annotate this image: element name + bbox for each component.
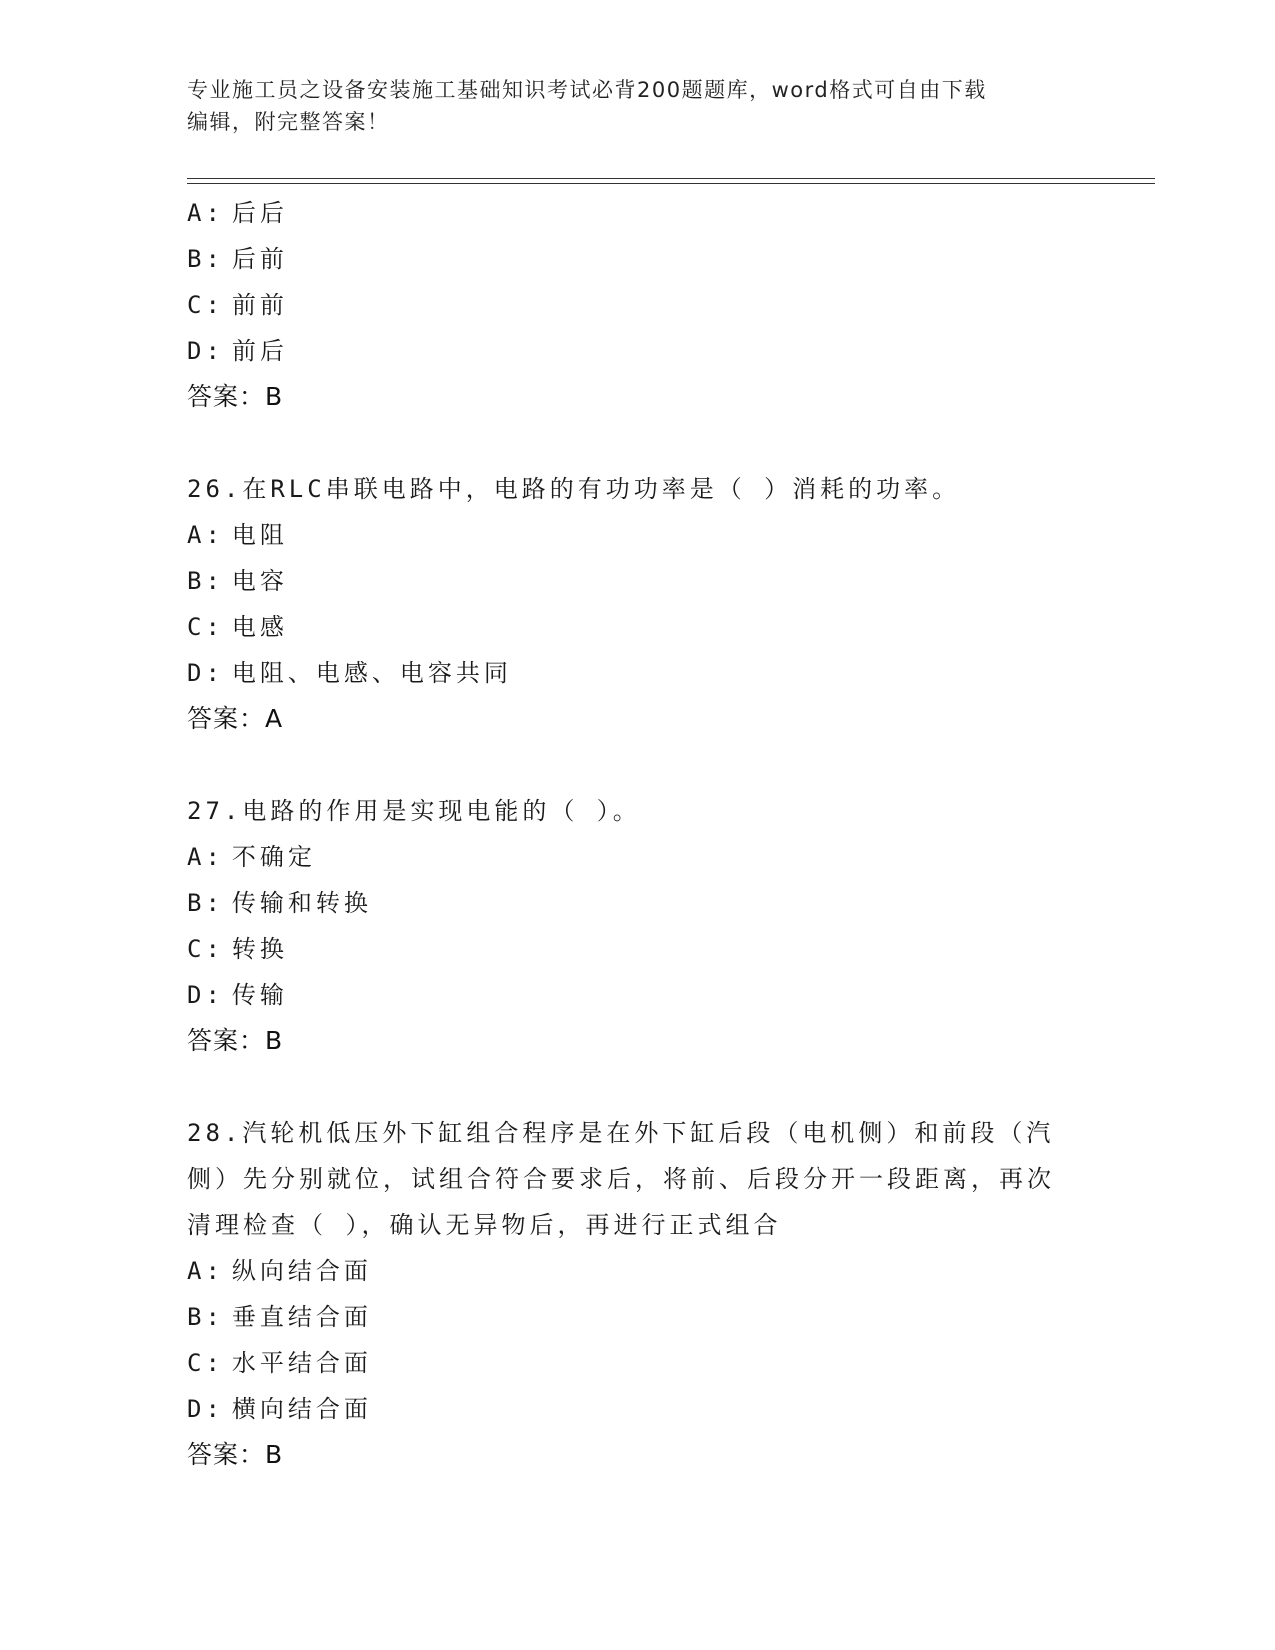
question-28 xyxy=(187,1110,1087,1478)
question-26 xyxy=(187,466,1087,742)
document-header xyxy=(187,74,1087,138)
question-25 xyxy=(187,190,1087,420)
option-a: A: 不确定 xyxy=(187,843,316,871)
answer-line: 答案：B xyxy=(187,1440,284,1469)
question-27 xyxy=(187,788,1087,1064)
option-c: C: 电感 xyxy=(187,613,288,641)
question-stem: 27.电路的作用是实现电能的（ ）。 xyxy=(187,797,641,825)
option-a: A: 电阻 xyxy=(187,521,288,549)
spacer xyxy=(187,420,1087,466)
header-divider-top xyxy=(187,178,1155,179)
option-c: C: 水平结合面 xyxy=(187,1349,372,1377)
question-stem: 26.在RLC串联电路中，电路的有功功率是（ ）消耗的功率。 xyxy=(187,475,961,503)
question-stem: 28.汽轮机低压外下缸组合程序是在外下缸后段（电机侧）和前段（汽侧）先分别就位，试组合符合要求后，将前、后段分开一段距离，再次清理检查（ ），确认无异物后，再进行正式组合 xyxy=(187,1119,1055,1239)
option-d: D: 传输 xyxy=(187,981,288,1009)
option-d: D: 电阻、电感、电容共同 xyxy=(187,659,512,687)
option-c: C: 前前 xyxy=(187,291,288,319)
question-list xyxy=(187,190,1087,1478)
header-divider-bottom xyxy=(187,183,1155,184)
option-c: C: 转换 xyxy=(187,935,288,963)
option-a: A: 后后 xyxy=(187,199,288,227)
answer-line: 答案：B xyxy=(187,1026,284,1055)
answer-line: 答案：B xyxy=(187,382,284,411)
header-title-line-1: 专业施工员之设备安装施工基础知识考试必背200题题库，word格式可自由下载 xyxy=(187,78,987,102)
spacer xyxy=(187,1064,1087,1110)
option-b: B: 垂直结合面 xyxy=(187,1303,372,1331)
option-d: D: 前后 xyxy=(187,337,288,365)
option-b: B: 后前 xyxy=(187,245,288,273)
answer-line: 答案：A xyxy=(187,704,284,733)
option-d: D: 横向结合面 xyxy=(187,1395,372,1423)
header-title-line-2: 编辑，附完整答案！ xyxy=(187,110,390,134)
option-b: B: 电容 xyxy=(187,567,288,595)
option-a: A: 纵向结合面 xyxy=(187,1257,372,1285)
option-b: B: 传输和转换 xyxy=(187,889,372,917)
spacer xyxy=(187,742,1087,788)
